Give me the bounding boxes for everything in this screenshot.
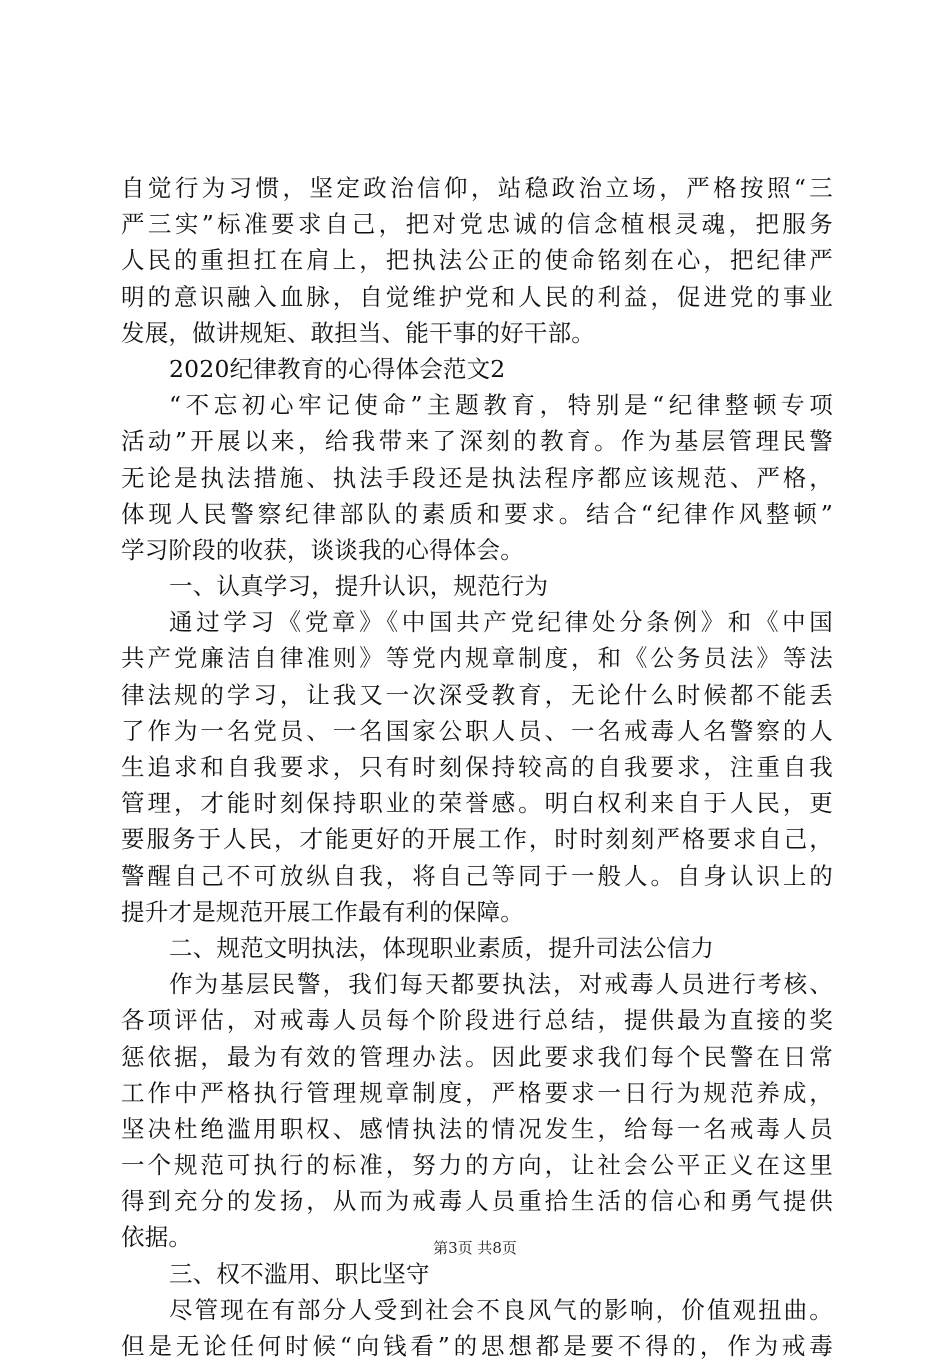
- text-line: 人民的重担扛在肩上，把执法公正的使命铭刻在心，把纪律严: [121, 246, 833, 275]
- text-line: 明的意识融入血脉，自觉维护党和人民的利益，促进党的事业: [121, 282, 833, 311]
- text-line: 工作中严格执行管理规章制度，严格要求一日行为规范养成，: [121, 1078, 833, 1107]
- text-line: 生追求和自我要求，只有时刻保持较高的自我要求，注重自我: [121, 753, 833, 781]
- page-footer: 第3页 共8页: [433, 1239, 517, 1257]
- text-line: 发展，做讲规矩、敢担当、能干事的好干部。: [121, 318, 595, 347]
- text-line: 体现人民警察纪律部队的素质和要求。结合“纪律作风整顿”: [121, 499, 833, 528]
- text-line: 各项评估，对戒毒人员每个阶段进行总结，提供最为直接的奖: [121, 1006, 833, 1035]
- section-heading: 2020纪律教育的心得体会范文2: [169, 354, 506, 383]
- text-line: 自觉行为习惯，坚定政治信仰，站稳政治立场，严格按照“三: [121, 174, 833, 202]
- text-line: “不忘初心牢记使命”主题教育，特别是“纪律整顿专项: [169, 391, 833, 420]
- text-line: 但是无论任何时候“向钱看”的思想都是要不得的，作为戒毒: [121, 1332, 833, 1360]
- text-line: 惩依据，最为有效的管理办法。因此要求我们每个民警在日常: [121, 1042, 833, 1071]
- text-line: 无论是执法措施、执法手段还是执法程序都应该规范、严格，: [121, 463, 833, 492]
- text-line: 依据。: [121, 1223, 193, 1252]
- text-line: 得到充分的发扬，从而为戒毒人员重拾生活的信心和勇气提供: [121, 1187, 833, 1216]
- text-line: 通过学习《党章》《中国共产党纪律处分条例》和《中国: [169, 608, 833, 637]
- text-line: 共产党廉洁自律准则》等党内规章制度，和《公务员法》等法: [121, 644, 833, 673]
- text-line: 作为基层民警，我们每天都要执法，对戒毒人员进行考核、: [169, 970, 833, 999]
- text-line: 活动”开展以来，给我带来了深刻的教育。作为基层管理民警: [121, 427, 833, 456]
- text-line: 尽管现在有部分人受到社会不良风气的影响，价值观扭曲。: [169, 1295, 833, 1324]
- text-line: 严三实”标准要求自己，把对党忠诚的信念植根灵魂，把服务: [121, 210, 833, 239]
- text-line: 提升才是规范开展工作最有利的保障。: [121, 897, 524, 926]
- text-line: 坚决杜绝滥用职权、感情执法的情况发生，给每一名戒毒人员: [121, 1114, 833, 1143]
- text-line: 一个规范可执行的标准，努力的方向，让社会公平正义在这里: [121, 1151, 833, 1180]
- text-line: 要服务于人民，才能更好的开展工作，时时刻刻严格要求自己，: [121, 825, 833, 854]
- text-line: 管理，才能时刻保持职业的荣誉感。明白权利来自于人民，更: [121, 789, 833, 818]
- text-line: 警醒自己不可放纵自我，将自己等同于一般人。自身认识上的: [121, 861, 833, 890]
- text-line: 学习阶段的收获，谈谈我的心得体会。: [121, 535, 524, 564]
- section-heading: 一、认真学习，提升认识，规范行为: [169, 572, 549, 601]
- section-heading: 二、规范文明执法，体现职业素质，提升司法公信力: [169, 933, 715, 962]
- document-body: [121, 170, 833, 1364]
- section-heading: 三、权不滥用、职比坚守: [169, 1259, 430, 1288]
- text-line: 了作为一名党员、一名国家公职人员、一名戒毒人名警察的人: [121, 716, 833, 745]
- text-line: 律法规的学习，让我又一次深受教育，无论什么时候都不能丢: [121, 680, 833, 709]
